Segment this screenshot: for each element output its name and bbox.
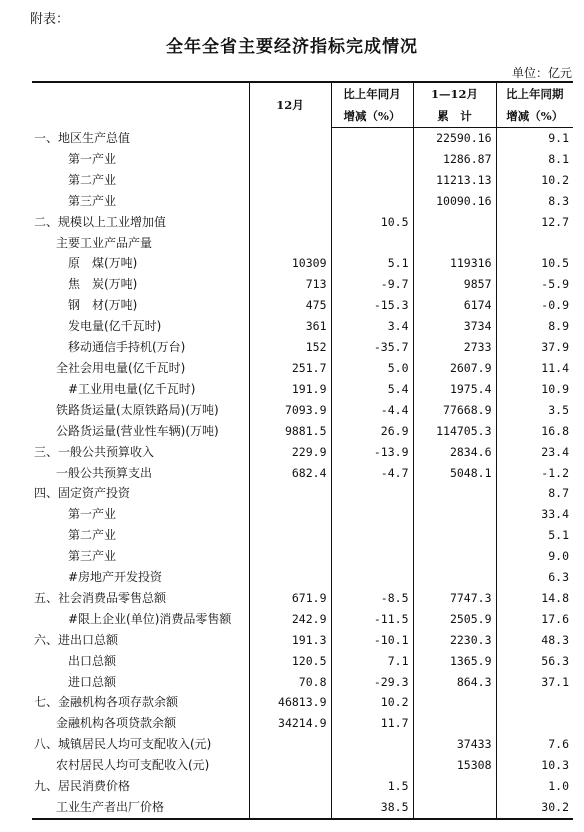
- cumulative-value: 114705.3: [413, 421, 496, 442]
- indicator-name: 移动通信手持机(万台): [68, 340, 186, 355]
- december-yoy: [331, 233, 413, 254]
- december-value: 9881.5: [249, 421, 331, 442]
- cumulative-yoy: 3.5: [496, 400, 573, 421]
- december-yoy: [331, 149, 413, 170]
- table-row: [32, 776, 573, 797]
- cumulative-yoy: 6.3: [496, 567, 573, 588]
- december-yoy: [331, 567, 413, 588]
- cumulative-yoy: 8.3: [496, 191, 573, 212]
- december-value: 251.7: [249, 358, 331, 379]
- december-yoy: [331, 483, 413, 504]
- indicator-name: 金融机构各项贷款余额: [56, 716, 177, 731]
- cumulative-yoy: 11.4: [496, 358, 573, 379]
- december-yoy: [331, 170, 413, 191]
- cumulative-value: 77668.9: [413, 400, 496, 421]
- indicator-name: 四、固定资产投资: [34, 486, 131, 501]
- cumulative-value: [413, 713, 496, 734]
- december-yoy: -29.3: [331, 672, 413, 693]
- cumulative-value: 9857: [413, 274, 496, 295]
- december-value: 70.8: [249, 672, 331, 693]
- cumulative-value: 2733: [413, 337, 496, 358]
- december-yoy: 5.1: [331, 253, 413, 274]
- unit-label: 单位：亿元: [511, 66, 572, 80]
- cumulative-yoy: 23.4: [496, 442, 573, 463]
- indicator-name: 发电量(亿千瓦时): [68, 319, 162, 334]
- table-row: [32, 233, 573, 254]
- cumulative-yoy: 12.7: [496, 212, 573, 233]
- table-body: [32, 128, 573, 819]
- cumulative-value: [413, 525, 496, 546]
- table-row: [32, 212, 573, 233]
- cumulative-value: [413, 567, 496, 588]
- cumulative-yoy: -5.9: [496, 274, 573, 295]
- table-row: [32, 463, 573, 484]
- december-value: 713: [249, 274, 331, 295]
- cumulative-yoy: 37.9: [496, 337, 573, 358]
- december-value: [249, 128, 331, 149]
- indicator-name: 公路货运量(营业性车辆)(万吨): [56, 423, 219, 438]
- december-value: [249, 504, 331, 525]
- cumulative-value: 6174: [413, 295, 496, 316]
- december-yoy: [331, 525, 413, 546]
- table-row: [32, 734, 573, 755]
- cumulative-yoy: 8.1: [496, 149, 573, 170]
- december-yoy: 11.7: [331, 713, 413, 734]
- header-dec-yoy-line1: 比上年同月: [331, 82, 413, 105]
- december-yoy: -4.7: [331, 463, 413, 484]
- table-row: [32, 442, 573, 463]
- cumulative-value: [413, 233, 496, 254]
- table-row: [32, 609, 573, 630]
- cumulative-value: 2607.9: [413, 358, 496, 379]
- cumulative-value: [413, 797, 496, 819]
- indicator-name: 七、金融机构各项存款余额: [34, 695, 179, 710]
- indicator-name: 六、进出口总额: [34, 632, 119, 647]
- december-value: [249, 170, 331, 191]
- cumulative-yoy: 16.8: [496, 421, 573, 442]
- indicators-table: [32, 81, 573, 820]
- indicator-name: 第三产业: [68, 549, 117, 564]
- december-value: [249, 755, 331, 776]
- cumulative-value: 7747.3: [413, 588, 496, 609]
- table-row: [32, 672, 573, 693]
- december-yoy: 5.0: [331, 358, 413, 379]
- december-value: 34214.9: [249, 713, 331, 734]
- december-value: 671.9: [249, 588, 331, 609]
- header-december: 12月: [249, 82, 331, 128]
- december-yoy: -4.4: [331, 400, 413, 421]
- december-value: [249, 567, 331, 588]
- header-cum-yoy-line1: 比上年同期: [496, 82, 573, 105]
- cumulative-yoy: 9.0: [496, 546, 573, 567]
- december-yoy: 10.2: [331, 692, 413, 713]
- indicator-name: 三、一般公共预算收入: [34, 444, 155, 459]
- indicator-name: 工业生产者出厂价格: [32, 797, 249, 819]
- cumulative-yoy: 10.9: [496, 379, 573, 400]
- table-row: [32, 400, 573, 421]
- cumulative-value: 5048.1: [413, 463, 496, 484]
- header-cumulative-line1: 1—12月: [413, 82, 496, 105]
- cumulative-value: 1365.9: [413, 651, 496, 672]
- table-row: [32, 358, 573, 379]
- header-indicator: [32, 82, 249, 128]
- table-row: [32, 316, 573, 337]
- table-row: [32, 713, 573, 734]
- table-header: [32, 82, 573, 128]
- december-value: [249, 212, 331, 233]
- cumulative-value: 119316: [413, 253, 496, 274]
- cumulative-yoy: 1.0: [496, 776, 573, 797]
- table-row: [32, 630, 573, 651]
- cumulative-yoy: 8.9: [496, 316, 573, 337]
- december-value: [249, 525, 331, 546]
- december-value: 229.9: [249, 442, 331, 463]
- december-yoy: 1.5: [331, 776, 413, 797]
- cumulative-yoy: 5.1: [496, 525, 573, 546]
- indicator-name: 二、规模以上工业增加值: [34, 214, 167, 229]
- december-value: 46813.9: [249, 692, 331, 713]
- december-value: [249, 546, 331, 567]
- indicator-name: 进口总额: [68, 674, 117, 689]
- december-value: [249, 191, 331, 212]
- indicator-name: 第二产业: [68, 528, 117, 543]
- table-row: [32, 755, 573, 776]
- indicator-name: 一般公共预算支出: [56, 465, 153, 480]
- table-row: [32, 337, 573, 358]
- table-row: [32, 274, 573, 295]
- december-value: 361: [249, 316, 331, 337]
- indicator-name: #限上企业(单位)消费品零售额: [68, 611, 232, 626]
- december-value: 191.3: [249, 630, 331, 651]
- december-yoy: -15.3: [331, 295, 413, 316]
- december-value: [249, 734, 331, 755]
- table-row: [32, 253, 573, 274]
- cumulative-value: [413, 212, 496, 233]
- header-cumulative-line2: 累 计: [413, 105, 496, 128]
- table-row: [32, 379, 573, 400]
- december-yoy: 3.4: [331, 316, 413, 337]
- december-yoy: -8.5: [331, 588, 413, 609]
- cumulative-value: [413, 504, 496, 525]
- indicator-name: 主要工业产品产量: [56, 235, 153, 250]
- december-value: [249, 797, 331, 819]
- table-row: [32, 651, 573, 672]
- header-cum-yoy-line2: 增减（%）: [496, 105, 573, 128]
- december-yoy: 7.1: [331, 651, 413, 672]
- table-row: [32, 797, 573, 819]
- cumulative-value: 2505.9: [413, 609, 496, 630]
- cumulative-yoy: 9.1: [496, 128, 573, 149]
- december-yoy: 10.5: [331, 212, 413, 233]
- indicator-name: 五、社会消费品零售总额: [34, 590, 167, 605]
- indicator-name: 原 煤(万吨): [68, 256, 138, 271]
- december-yoy: 5.4: [331, 379, 413, 400]
- december-value: 475: [249, 295, 331, 316]
- cumulative-value: 2230.3: [413, 630, 496, 651]
- cumulative-yoy: 30.2: [496, 797, 573, 819]
- header-dec-yoy-line2: 增减（%）: [331, 105, 413, 128]
- cumulative-value: [413, 483, 496, 504]
- cumulative-yoy: 33.4: [496, 504, 573, 525]
- indicator-name: 第三产业: [68, 193, 117, 208]
- indicator-name: 第二产业: [68, 172, 117, 187]
- table-row: [32, 149, 573, 170]
- december-yoy: [331, 755, 413, 776]
- table-row: [32, 295, 573, 316]
- table-row: [32, 692, 573, 713]
- indicator-name: 八、城镇居民人均可支配收入(元): [34, 737, 212, 752]
- cumulative-value: 3734: [413, 316, 496, 337]
- december-value: 191.9: [249, 379, 331, 400]
- indicator-name: 钢 材(万吨): [68, 298, 138, 313]
- cumulative-value: [413, 692, 496, 713]
- december-value: 10309: [249, 253, 331, 274]
- cumulative-yoy: 14.8: [496, 588, 573, 609]
- cumulative-value: 11213.13: [413, 170, 496, 191]
- december-yoy: [331, 191, 413, 212]
- december-value: [249, 233, 331, 254]
- cumulative-yoy: -1.2: [496, 463, 573, 484]
- december-value: 120.5: [249, 651, 331, 672]
- december-value: 682.4: [249, 463, 331, 484]
- cumulative-yoy: 10.2: [496, 170, 573, 191]
- december-yoy: [331, 546, 413, 567]
- cumulative-yoy: [496, 713, 573, 734]
- december-value: [249, 149, 331, 170]
- december-yoy: -10.1: [331, 630, 413, 651]
- indicator-name: 农村居民人均可支配收入(元): [56, 758, 210, 773]
- cumulative-yoy: 37.1: [496, 672, 573, 693]
- december-yoy: 26.9: [331, 421, 413, 442]
- indicator-name: 一、地区生产总值: [34, 130, 131, 145]
- cumulative-yoy: 8.7: [496, 483, 573, 504]
- cumulative-value: 15308: [413, 755, 496, 776]
- cumulative-value: [413, 546, 496, 567]
- cumulative-value: 864.3: [413, 672, 496, 693]
- cumulative-yoy: 48.3: [496, 630, 573, 651]
- indicator-name: 全社会用电量(亿千瓦时): [56, 360, 186, 375]
- table-row: [32, 525, 573, 546]
- cumulative-value: 37433: [413, 734, 496, 755]
- cumulative-value: 10090.16: [413, 191, 496, 212]
- december-value: 7093.9: [249, 400, 331, 421]
- indicator-name: 焦 炭(万吨): [68, 277, 138, 292]
- cumulative-yoy: 17.6: [496, 609, 573, 630]
- table-row: [32, 588, 573, 609]
- december-yoy: 38.5: [331, 797, 413, 819]
- cumulative-yoy: 56.3: [496, 651, 573, 672]
- december-yoy: -13.9: [331, 442, 413, 463]
- cumulative-value: [413, 776, 496, 797]
- cumulative-value: 2834.6: [413, 442, 496, 463]
- december-value: [249, 776, 331, 797]
- table-row: [32, 546, 573, 567]
- december-yoy: -9.7: [331, 274, 413, 295]
- indicator-name: 出口总额: [68, 653, 117, 668]
- cumulative-yoy: 10.5: [496, 253, 573, 274]
- cumulative-yoy: -0.9: [496, 295, 573, 316]
- table-row: [32, 191, 573, 212]
- indicator-name: 九、居民消费价格: [34, 779, 131, 794]
- cumulative-yoy: 10.3: [496, 755, 573, 776]
- table-row: [32, 567, 573, 588]
- december-value: [249, 483, 331, 504]
- december-value: 152: [249, 337, 331, 358]
- december-yoy: -11.5: [331, 609, 413, 630]
- cumulative-yoy: [496, 692, 573, 713]
- indicator-name: 第一产业: [68, 151, 117, 166]
- appendix-label: 附表：: [30, 12, 70, 27]
- december-yoy: [331, 128, 413, 149]
- table-row: [32, 483, 573, 504]
- december-yoy: [331, 504, 413, 525]
- cumulative-value: 22590.16: [413, 128, 496, 149]
- indicator-name: 第一产业: [68, 507, 117, 522]
- table-row: [32, 421, 573, 442]
- cumulative-value: 1975.4: [413, 379, 496, 400]
- table-row: [32, 504, 573, 525]
- cumulative-yoy: 7.6: [496, 734, 573, 755]
- cumulative-yoy: [496, 233, 573, 254]
- table-row: [32, 128, 573, 149]
- page-title: 全年全省主要经济指标完成情况: [166, 37, 418, 57]
- cumulative-value: 1286.87: [413, 149, 496, 170]
- indicator-name: 铁路货运量(太原铁路局)(万吨): [56, 402, 219, 417]
- indicator-name: #工业用电量(亿千瓦时): [68, 381, 196, 396]
- december-yoy: -35.7: [331, 337, 413, 358]
- indicator-name: #房地产开发投资: [68, 570, 163, 585]
- december-yoy: [331, 734, 413, 755]
- december-value: 242.9: [249, 609, 331, 630]
- table-row: [32, 170, 573, 191]
